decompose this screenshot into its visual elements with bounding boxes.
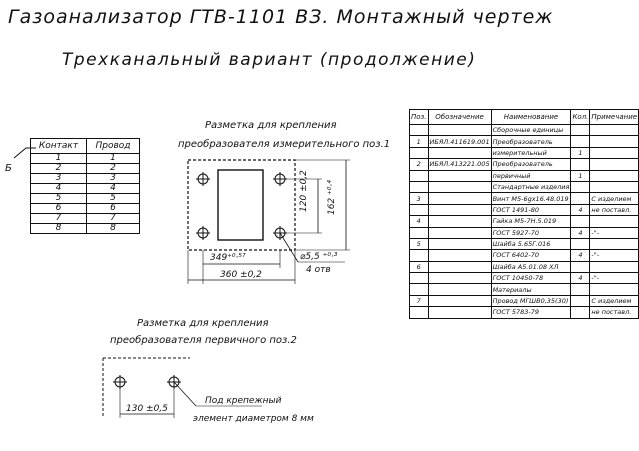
spec-cell: 4 [571,204,590,215]
spec-cell [590,284,639,295]
spec-cell [428,238,491,249]
spec-cell [428,216,491,227]
contacts-cell: 4 [31,184,87,194]
spec-cell [571,125,590,136]
spec-cell: Винт М5-6gх16.48.019 [491,193,571,204]
table-marker: Б [5,163,12,174]
spec-cell: Гайка М5-7Н.5.019 [491,216,571,227]
spec-cell: не поставл. [590,307,639,318]
contacts-cell: 3 [87,174,140,184]
table-row [410,147,639,158]
spec-cell [410,227,429,238]
spec-cell: ГОСТ 10450-78 [491,273,571,284]
drawing1-dim-height-inner: 120 ±0,2 [299,170,309,212]
spec-cell [428,125,491,136]
contacts-cell: 7 [31,214,87,224]
spec-cell: Провод МГШВ0,35(30) [491,295,571,306]
spec-cell: 1 [410,136,429,147]
spec-cell [590,261,639,272]
table-row [410,204,639,215]
spec-cell [428,250,491,261]
spec-cell [428,181,491,192]
spec-cell [571,238,590,249]
table-row [410,261,639,272]
table-row [410,159,639,170]
spec-cell [571,193,590,204]
spec-cell [410,273,429,284]
spec-cell [428,261,491,272]
spec-cell: ГОСТ 6402-70 [491,250,571,261]
spec-cell: ГОСТ 5927-70 [491,227,571,238]
spec-cell [428,295,491,306]
spec-cell: Сборочные единицы [491,125,571,136]
spec-cell: измерительный [491,147,571,158]
spec-cell: 4 [571,250,590,261]
table-row [410,284,639,295]
spec-header-designation: Обозначение [428,110,491,125]
drawing2-leader-2: элемент диаметром 8 мм [193,414,314,424]
spec-cell [410,307,429,318]
spec-cell: С изделием [590,193,639,204]
drawing2-caption-2: преобразователя первичного поз.2 [110,335,297,346]
spec-cell [428,307,491,318]
spec-cell [571,159,590,170]
table-row [410,238,639,249]
table-row [410,216,639,227]
contacts-cell: 6 [31,204,87,214]
spec-header-qty: Кол. [571,110,590,125]
spec-header-note: Примечание [590,110,639,125]
spec-cell: 5 [410,238,429,249]
spec-cell [590,238,639,249]
contacts-cell: 3 [31,174,87,184]
drawing1-hole-count: 4 отв [306,265,331,275]
spec-cell [410,125,429,136]
table-row [410,170,639,181]
drawing1-caption-2: преобразователя измерительного поз.1 [178,139,391,150]
contacts-cell: 5 [31,194,87,204]
contacts-header-wire: Провод [87,139,140,154]
contacts-cell: 8 [87,224,140,234]
spec-cell: 3 [410,193,429,204]
spec-cell: -"- [590,227,639,238]
spec-cell: Шайба А5.01.08 ХЛ [491,261,571,272]
spec-cell: 1 [571,170,590,181]
spec-cell: 4 [410,216,429,227]
spec-cell [590,147,639,158]
spec-cell: ГОСТ 5783-79 [491,307,571,318]
spec-cell: Материалы [491,284,571,295]
spec-cell [590,136,639,147]
table-row [410,250,639,261]
drawing1-dim-outer: 360 ±0,2 [220,270,262,280]
table-row [410,273,639,284]
spec-cell [428,170,491,181]
spec-cell [590,170,639,181]
spec-cell [590,216,639,227]
contacts-cell: 5 [87,194,140,204]
spec-cell [428,273,491,284]
page-subtitle: Трехканальный вариант (продолжение) [62,50,477,70]
drawing2-leader-1: Под крепежный [205,396,282,406]
spec-cell: 4 [571,227,590,238]
spec-cell: 7 [410,295,429,306]
spec-cell: -"- [590,273,639,284]
spec-cell: С изделием [590,295,639,306]
spec-cell [571,181,590,192]
table-row [410,125,639,136]
spec-cell: ГОСТ 1491-80 [491,204,571,215]
spec-cell [590,181,639,192]
spec-cell [590,159,639,170]
specification-table [409,109,639,319]
spec-cell [410,250,429,261]
spec-cell: 2 [410,159,429,170]
spec-cell [571,261,590,272]
table-row [410,295,639,306]
spec-cell [428,204,491,215]
spec-cell: ИБЯЛ.411619.001 [429,137,490,146]
spec-cell [410,147,429,158]
spec-cell: первичный [491,170,571,181]
table-row [410,307,639,318]
drawing2-caption-1: Разметка для крепления [137,318,269,329]
spec-cell [571,136,590,147]
spec-cell: Стандартные изделия [492,183,570,192]
spec-cell [428,193,491,204]
spec-cell: не поставл. [590,204,639,215]
spec-cell [428,284,491,295]
page-title: Газоанализатор ГТВ-1101 ВЗ. Монтажный чертеж [8,6,554,28]
spec-cell [571,284,590,295]
spec-header-pos: Поз. [410,110,429,125]
table-row [410,136,639,147]
contacts-cell: 1 [31,154,87,164]
spec-cell [410,284,429,295]
table-row [410,227,639,238]
contacts-cell: 2 [31,164,87,174]
drawing2-dim-width: 130 ±0,5 [126,404,168,414]
spec-cell [428,227,491,238]
contacts-cell: 4 [87,184,140,194]
contacts-cell: 2 [87,164,140,174]
spec-cell [571,295,590,306]
contacts-cell: 6 [87,204,140,214]
spec-cell: Преобразователь [491,159,571,170]
spec-cell [410,181,429,192]
spec-cell [428,147,491,158]
spec-cell [571,216,590,227]
drawing1-caption-1: Разметка для крепления [205,120,337,131]
spec-cell [571,307,590,318]
contacts-header-contact: Контакт [31,139,87,154]
contacts-cell: 7 [87,214,140,224]
spec-cell [410,170,429,181]
contacts-cell: 8 [31,224,87,234]
drawing1-dim-width: 349⁺⁰·⁵⁷ [210,253,246,263]
spec-header-name: Наименование [491,110,571,125]
spec-cell [590,125,639,136]
spec-cell: Шайба 5.65Г.016 [491,238,571,249]
table-row [410,193,639,204]
spec-cell: Преобразователь [491,136,571,147]
spec-cell: 1 [571,147,590,158]
spec-cell: -"- [590,250,639,261]
spec-cell: 4 [571,273,590,284]
spec-cell [410,204,429,215]
drawing1-hole-label: ⌀5,5 ⁺⁰·³ [300,252,338,262]
drawing1-dim-height-outer: 162 ⁺⁰·⁴ [327,180,337,215]
spec-cell: ИБЯЛ.413221.005 [429,160,490,169]
spec-cell: 6 [410,261,429,272]
table-row [410,181,639,192]
contacts-cell: 1 [87,154,140,164]
